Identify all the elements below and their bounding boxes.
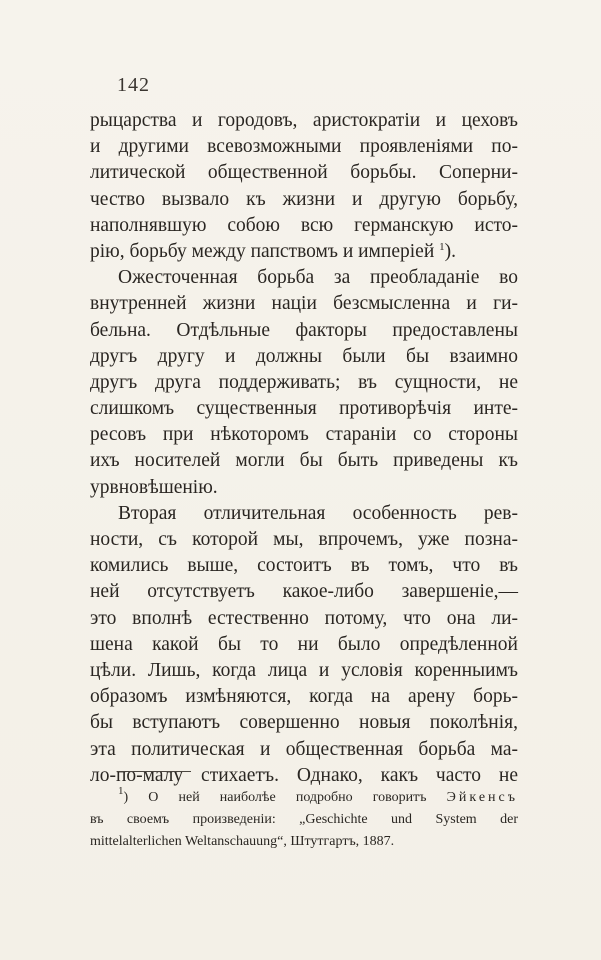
- footnote-separator: [117, 771, 191, 772]
- text-line: цѣли. Лишь, когда лица и условія коренныимъ: [90, 659, 518, 681]
- text-line: урвновѣшенію.: [90, 476, 218, 498]
- footnote-line: [90, 787, 518, 809]
- text-line: внутренней жизни націи безсмысленна и ги-: [90, 293, 518, 315]
- footnote-line: въ своемъ произведеніи: „Geschichte und System der: [90, 812, 518, 827]
- text-line: ресовъ при нѣкоторомъ стараніи со стороны: [90, 424, 518, 446]
- text-line: ло-по-малу стихаетъ. Однако, какъ часто не: [90, 764, 518, 786]
- footnote-line: mittelalterlichen Weltanschauung“, Штутгартъ, 1887.: [90, 834, 395, 849]
- paragraph-first-line: Вторая отличительная особенность рев-: [118, 502, 518, 524]
- text-line: эта политическая и общественная борьба ма-: [90, 738, 518, 760]
- text-line: слишкомъ существенныя противорѣчія инте-: [90, 398, 518, 420]
- text-line: литической общественной борьбы. Соперни-: [90, 162, 518, 184]
- text-line: образомъ измѣняются, когда на арену борь-: [90, 686, 518, 708]
- body-text: [90, 108, 518, 789]
- text-fragment: рію, борьбу между папствомъ и имперіей: [90, 240, 435, 262]
- footnote-reference: 1: [439, 240, 445, 253]
- footnote-author: Эйкенсъ: [446, 790, 518, 805]
- paragraph-first-line: Ожесточенная борьба за преобладаніе во: [118, 267, 518, 289]
- footnote: [90, 787, 518, 853]
- text-line: ности, съ которой мы, впрочемъ, уже позна-: [90, 529, 518, 550]
- text-line: ихъ носителей могли бы быть приведены къ: [90, 450, 518, 472]
- text-line: комились выше, состоитъ въ томъ, что въ: [90, 555, 518, 577]
- text-line: рыцарства и городовъ, аристократіи и цеховъ: [90, 110, 518, 131]
- text-line: бельна. Отдѣльные факторы предоставлены: [90, 319, 518, 341]
- text-line: наполнявшую собою всю германскую исто-: [90, 214, 518, 236]
- text-line: ней отсутствуетъ какое-либо завершеніе,—: [90, 581, 518, 603]
- text-fragment: ).: [444, 240, 456, 262]
- footnote-text: ) О ней наиболѣе подробно говоритъ: [123, 790, 427, 805]
- text-line: другъ друга поддерживать; въ сущности, не: [90, 371, 518, 393]
- text-line: это вполнѣ естественно потому, что она ли-: [90, 607, 518, 629]
- text-line: бы вступаютъ совершенно новыя поколѣнія,: [90, 712, 518, 734]
- text-line: шена какой бы то ни было опредѣленной: [90, 633, 518, 655]
- page-number: 142: [117, 74, 150, 96]
- text-line: другъ другу и должны были бы взаимно: [90, 345, 518, 367]
- text-line: и другими всевозможными проявленіями по-: [90, 136, 518, 158]
- footnote-marker: 1: [118, 785, 124, 797]
- text-line: чество вызвало къ жизни и другую борьбу,: [90, 188, 518, 210]
- text-line-with-footnote: [90, 239, 518, 265]
